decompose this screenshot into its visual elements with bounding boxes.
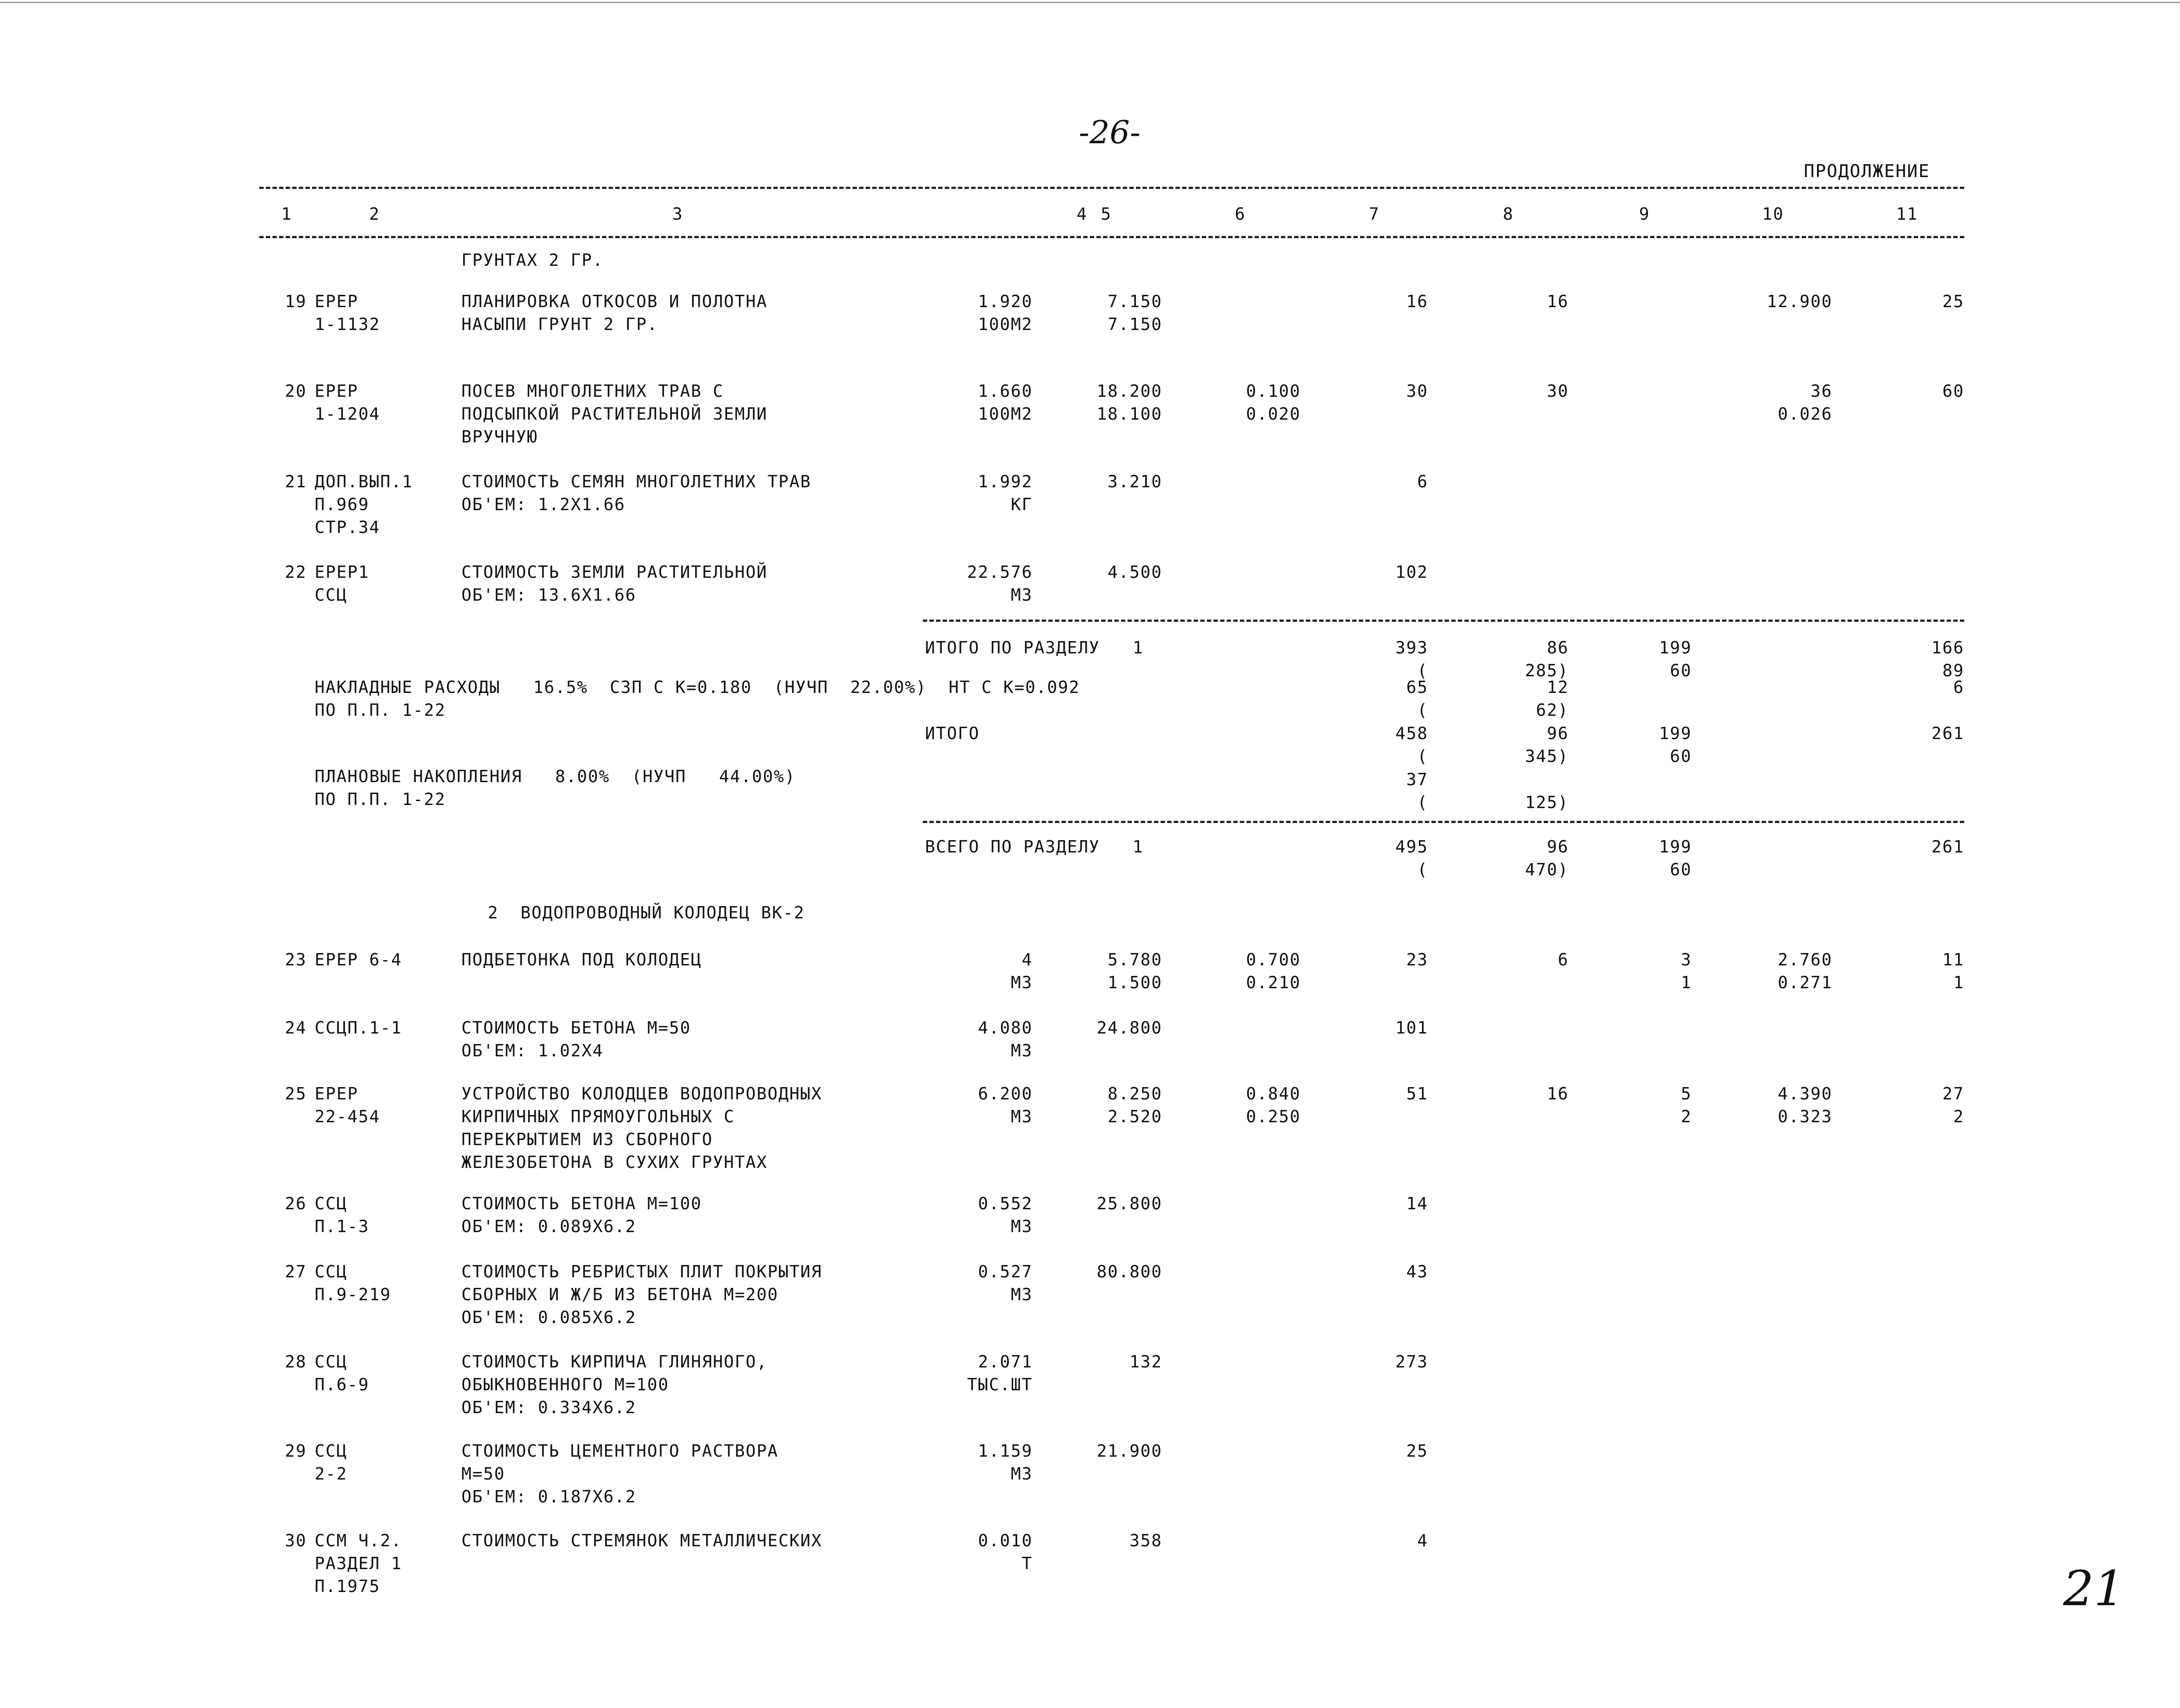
cell-desc: ОБ'ЕМ: 0.187Х6.2 xyxy=(461,1487,637,1506)
column-number-11: 11 xyxy=(1896,204,1918,224)
cell-c5: 8.250 xyxy=(1107,1084,1162,1103)
cell-c4: 4 xyxy=(1022,950,1033,969)
cell-c4: М3 xyxy=(1011,1217,1033,1236)
cell-c9: 5 xyxy=(1681,1084,1692,1103)
cell-code: ССЦ xyxy=(315,1262,348,1281)
cell-c7: 30 xyxy=(1406,381,1428,401)
itogo-razdel-c7: ( xyxy=(1417,661,1428,680)
row-number-no: 25 xyxy=(285,1084,307,1103)
cell-c7: 25 xyxy=(1406,1441,1428,1461)
cell-c4: 0.010 xyxy=(978,1531,1033,1550)
cell-c5: 2.520 xyxy=(1107,1107,1162,1126)
cell-c8: 16 xyxy=(1547,1084,1569,1103)
cell-c4: 100М2 xyxy=(978,315,1033,334)
nakladnye-text-1: НАКЛАДНЫЕ РАСХОДЫ 16.5% СЗП С К=0.180 (НУЧП 22.00%) НТ С К=0.092 xyxy=(315,678,1080,697)
cell-c4: КГ xyxy=(1011,495,1033,514)
cell-c7: 51 xyxy=(1406,1084,1428,1103)
planovye-c8: 125) xyxy=(1525,793,1569,812)
cell-c5: 5.780 xyxy=(1107,950,1162,969)
cell-desc: ВРУЧНУЮ xyxy=(461,427,538,446)
cell-c9: 3 xyxy=(1681,950,1692,969)
cell-desc: ОБ'ЕМ: 13.6Х1.66 xyxy=(461,585,637,605)
continuation-label: ПРОДОЛЖЕНИЕ xyxy=(1804,161,1930,181)
cell-c5: 7.150 xyxy=(1107,292,1162,311)
cell-desc: ПОСЕВ МНОГОЛЕТНИХ ТРАВ С xyxy=(461,381,724,401)
cell-code: П.969 xyxy=(315,495,370,514)
cell-c7: 6 xyxy=(1417,472,1428,491)
cell-c11: 2 xyxy=(1953,1107,1964,1126)
cell-desc: СТОИМОСТЬ БЕТОНА М=50 xyxy=(461,1018,691,1037)
totals-rule-bottom xyxy=(923,821,1964,823)
cell-c6: 0.700 xyxy=(1246,950,1301,969)
cell-desc: СТОИМОСТЬ РЕБРИСТЫХ ПЛИТ ПОКРЫТИЯ xyxy=(461,1262,822,1281)
planovye-text-1: ПЛАНОВЫЕ НАКОПЛЕНИЯ 8.00% (НУЧП 44.00%) xyxy=(315,767,796,786)
cell-c5: 4.500 xyxy=(1107,562,1162,582)
cell-c6: 0.840 xyxy=(1246,1084,1301,1103)
row-number-no: 27 xyxy=(285,1262,307,1281)
itogo-c7: 458 xyxy=(1395,724,1428,743)
itogo-label: ИТОГО xyxy=(925,724,980,743)
cell-c5: 24.800 xyxy=(1096,1018,1162,1037)
vsego-label: ВСЕГО ПО РАЗДЕЛУ 1 xyxy=(925,837,1144,856)
nakladnye-c11: 6 xyxy=(1953,678,1964,697)
cell-desc: ОБ'ЕМ: 0.334Х6.2 xyxy=(461,1398,637,1417)
cell-c11: 1 xyxy=(1953,973,1964,992)
cell-c4: 1.992 xyxy=(978,472,1033,491)
cell-code: 1-1204 xyxy=(315,404,381,424)
row-number-no: 29 xyxy=(285,1441,307,1461)
cell-c4: 0.552 xyxy=(978,1194,1033,1213)
row-number-no: 23 xyxy=(285,950,307,969)
section-tail-text: ГРУНТАХ 2 ГР. xyxy=(461,250,604,270)
itogo-razdel-c7: 393 xyxy=(1395,638,1428,657)
column-number-6: 6 xyxy=(1235,204,1246,224)
itogo-razdel-c9: 60 xyxy=(1670,661,1692,680)
section-2-title: 2 ВОДОПРОВОДНЫЙ КОЛОДЕЦ ВК-2 xyxy=(488,903,805,922)
column-number-1: 1 xyxy=(281,204,292,224)
handwritten-sheet-number: 21 xyxy=(2063,1560,2125,1617)
cell-code: 1-1132 xyxy=(315,315,381,334)
column-number-3: 3 xyxy=(672,204,683,224)
header-rule-top xyxy=(259,187,1964,189)
itogo-c8: 345) xyxy=(1525,747,1569,766)
nakladnye-text-2: ПО П.П. 1-22 xyxy=(315,700,446,720)
cell-desc: СБОРНЫХ И Ж/Б ИЗ БЕТОНА М=200 xyxy=(461,1285,779,1304)
column-number-8: 8 xyxy=(1503,204,1514,224)
cell-c7: 4 xyxy=(1417,1531,1428,1550)
cell-desc: СТОИМОСТЬ СЕМЯН МНОГОЛЕТНИХ ТРАВ xyxy=(461,472,812,491)
cell-desc: ПЕРЕКРЫТИЕМ ИЗ СБОРНОГО xyxy=(461,1130,713,1149)
nakladnye-c7: 65 xyxy=(1406,678,1428,697)
cell-code: П.1-3 xyxy=(315,1217,370,1236)
cell-c4: 4.080 xyxy=(978,1018,1033,1037)
scan-edge-line xyxy=(0,2,2180,3)
column-number-9: 9 xyxy=(1639,204,1650,224)
cell-c6: 0.250 xyxy=(1246,1107,1301,1126)
cell-c6: 0.100 xyxy=(1246,381,1301,401)
cell-c4: М3 xyxy=(1011,1107,1033,1126)
cell-c5: 1.500 xyxy=(1107,973,1162,992)
cell-desc: М=50 xyxy=(461,1464,505,1483)
planovye-text-2: ПО П.П. 1-22 xyxy=(315,790,446,809)
cell-c4: М3 xyxy=(1011,585,1033,605)
cell-c11: 11 xyxy=(1942,950,1964,969)
cell-c7: 16 xyxy=(1406,292,1428,311)
cell-desc: КИРПИЧНЫХ ПРЯМОУГОЛЬНЫХ С xyxy=(461,1107,735,1126)
row-number-no: 19 xyxy=(285,292,307,311)
cell-desc: ПЛАНИРОВКА ОТКОСОВ И ПОЛОТНА xyxy=(461,292,768,311)
cell-c7: 101 xyxy=(1395,1018,1428,1037)
totals-rule-top xyxy=(923,620,1964,622)
cell-desc: ОБ'ЕМ: 0.085Х6.2 xyxy=(461,1308,637,1327)
cell-c4: 100М2 xyxy=(978,404,1033,424)
itogo-c9: 60 xyxy=(1670,747,1692,766)
cell-code: 2-2 xyxy=(315,1464,348,1483)
itogo-c11: 261 xyxy=(1931,724,1964,743)
cell-code: ЕРЕР xyxy=(315,292,359,311)
cell-desc: ОБ'ЕМ: 1.02Х4 xyxy=(461,1041,604,1060)
cell-c9: 1 xyxy=(1681,973,1692,992)
itogo-razdel-label: ИТОГО ПО РАЗДЕЛУ 1 xyxy=(925,638,1144,657)
nakladnye-c7: ( xyxy=(1417,700,1428,720)
itogo-razdel-c8: 86 xyxy=(1547,638,1569,657)
cell-desc: СТОИМОСТЬ СТРЕМЯНОК МЕТАЛЛИЧЕСКИХ xyxy=(461,1531,822,1550)
page-number: -26- xyxy=(1079,114,1141,151)
vsego-c8: 96 xyxy=(1547,837,1569,856)
column-number-7: 7 xyxy=(1369,204,1380,224)
column-number-2: 2 xyxy=(369,204,380,224)
cell-c10: 12.900 xyxy=(1766,292,1832,311)
cell-c6: 0.210 xyxy=(1246,973,1301,992)
cell-code: П.9-219 xyxy=(315,1285,392,1304)
cell-c10: 36 xyxy=(1810,381,1832,401)
cell-c5: 7.150 xyxy=(1107,315,1162,334)
cell-code: СТР.34 xyxy=(315,518,381,537)
cell-c10: 2.760 xyxy=(1777,950,1832,969)
cell-code: ССЦП.1-1 xyxy=(315,1018,403,1037)
cell-c10: 4.390 xyxy=(1777,1084,1832,1103)
cell-c4: М3 xyxy=(1011,1285,1033,1304)
cell-desc: НАСЫПИ ГРУНТ 2 ГР. xyxy=(461,315,658,334)
cell-c8: 30 xyxy=(1547,381,1569,401)
cell-c5: 132 xyxy=(1129,1352,1162,1371)
cell-desc: ОБ'ЕМ: 0.089Х6.2 xyxy=(461,1217,637,1236)
cell-c6: 0.020 xyxy=(1246,404,1301,424)
itogo-razdel-c11: 89 xyxy=(1942,661,1964,680)
cell-c11: 60 xyxy=(1942,381,1964,401)
itogo-c9: 199 xyxy=(1659,724,1692,743)
row-number-no: 30 xyxy=(285,1531,307,1550)
cell-desc: ЖЕЛЕЗОБЕТОНА В СУХИХ ГРУНТАХ xyxy=(461,1153,768,1172)
cell-code: ССЦ xyxy=(315,1441,348,1461)
cell-code: 22-454 xyxy=(315,1107,381,1126)
cell-code: ЕРЕР 6-4 xyxy=(315,950,403,969)
cell-desc: УСТРОЙСТВО КОЛОДЦЕВ ВОДОПРОВОДНЫХ xyxy=(461,1084,822,1103)
cell-c4: 2.071 xyxy=(978,1352,1033,1371)
row-number-no: 24 xyxy=(285,1018,307,1037)
itogo-razdel-c11: 166 xyxy=(1931,638,1964,657)
cell-c4: М3 xyxy=(1011,973,1033,992)
cell-code: ЕРЕР xyxy=(315,1084,359,1103)
nakladnye-c8: 12 xyxy=(1547,678,1569,697)
column-number-10: 10 xyxy=(1762,204,1784,224)
cell-c5: 18.100 xyxy=(1096,404,1162,424)
cell-c4: 1.920 xyxy=(978,292,1033,311)
cell-c5: 18.200 xyxy=(1096,381,1162,401)
cell-code: ССМ Ч.2. xyxy=(315,1531,403,1550)
vsego-c7: 495 xyxy=(1395,837,1428,856)
itogo-razdel-c8: 285) xyxy=(1525,661,1569,680)
itogo-c8: 96 xyxy=(1547,724,1569,743)
vsego-c9: 199 xyxy=(1659,837,1692,856)
cell-c5: 80.800 xyxy=(1096,1262,1162,1281)
cell-code: ЕРЕР1 xyxy=(315,562,370,582)
cell-c11: 25 xyxy=(1942,292,1964,311)
cell-c9: 2 xyxy=(1681,1107,1692,1126)
cell-desc: ОБЫКНОВЕННОГО М=100 xyxy=(461,1375,669,1394)
cell-desc: СТОИМОСТЬ КИРПИЧА ГЛИНЯНОГО, xyxy=(461,1352,768,1371)
row-number-no: 26 xyxy=(285,1194,307,1213)
cell-c5: 358 xyxy=(1129,1531,1162,1550)
planovye-c7: 37 xyxy=(1406,770,1428,789)
row-number-no: 22 xyxy=(285,562,307,582)
cell-c4: 1.159 xyxy=(978,1441,1033,1461)
cell-desc: СТОИМОСТЬ ЦЕМЕНТНОГО РАСТВОРА xyxy=(461,1441,779,1461)
cell-c10: 0.026 xyxy=(1777,404,1832,424)
cell-code: ССЦ xyxy=(315,585,348,605)
row-number-no: 21 xyxy=(285,472,307,491)
cell-c5: 3.210 xyxy=(1107,472,1162,491)
column-number-4: 4 xyxy=(1077,204,1088,224)
cell-c5: 21.900 xyxy=(1096,1441,1162,1461)
cell-c4: М3 xyxy=(1011,1041,1033,1060)
vsego-c7: ( xyxy=(1417,860,1428,879)
cell-c4: 22.576 xyxy=(967,562,1033,582)
cell-c4: 1.660 xyxy=(978,381,1033,401)
cell-c8: 16 xyxy=(1547,292,1569,311)
row-number-no: 28 xyxy=(285,1352,307,1371)
cell-c4: М3 xyxy=(1011,1464,1033,1483)
vsego-c11: 261 xyxy=(1931,837,1964,856)
cell-code: П.6-9 xyxy=(315,1375,370,1394)
cell-c8: 6 xyxy=(1558,950,1569,969)
cell-desc: СТОИМОСТЬ ЗЕМЛИ РАСТИТЕЛЬНОЙ xyxy=(461,562,768,582)
cell-c7: 273 xyxy=(1395,1352,1428,1371)
itogo-c7: ( xyxy=(1417,747,1428,766)
cell-c5: 25.800 xyxy=(1096,1194,1162,1213)
cell-c7: 23 xyxy=(1406,950,1428,969)
cell-c4: 0.527 xyxy=(978,1262,1033,1281)
cell-code: П.1975 xyxy=(315,1577,381,1596)
cell-c4: Т xyxy=(1022,1554,1033,1573)
cell-c4: 6.200 xyxy=(978,1084,1033,1103)
cell-c11: 27 xyxy=(1942,1084,1964,1103)
cell-code: ЕРЕР xyxy=(315,381,359,401)
cell-c7: 14 xyxy=(1406,1194,1428,1213)
cell-code: ДОП.ВЫП.1 xyxy=(315,472,413,491)
column-number-5: 5 xyxy=(1101,204,1112,224)
cell-c10: 0.271 xyxy=(1777,973,1832,992)
cell-c4: ТЫС.ШТ xyxy=(967,1375,1033,1394)
cell-desc: ОБ'ЕМ: 1.2Х1.66 xyxy=(461,495,626,514)
cell-code: ССЦ xyxy=(315,1194,348,1213)
cell-c10: 0.323 xyxy=(1777,1107,1832,1126)
planovye-c7: ( xyxy=(1417,793,1428,812)
cell-c7: 43 xyxy=(1406,1262,1428,1281)
cell-desc: СТОИМОСТЬ БЕТОНА М=100 xyxy=(461,1194,702,1213)
cell-code: РАЗДЕЛ 1 xyxy=(315,1554,403,1573)
itogo-razdel-c9: 199 xyxy=(1659,638,1692,657)
header-rule-bottom xyxy=(259,236,1964,238)
cell-desc: ПОДСЫПКОЙ РАСТИТЕЛЬНОЙ ЗЕМЛИ xyxy=(461,404,768,424)
row-number-no: 20 xyxy=(285,381,307,401)
nakladnye-c8: 62) xyxy=(1536,700,1569,720)
cell-c7: 102 xyxy=(1395,562,1428,582)
cell-code: ССЦ xyxy=(315,1352,348,1371)
vsego-c8: 470) xyxy=(1525,860,1569,879)
cell-desc: ПОДБЕТОНКА ПОД КОЛОДЕЦ xyxy=(461,950,702,969)
vsego-c9: 60 xyxy=(1670,860,1692,879)
